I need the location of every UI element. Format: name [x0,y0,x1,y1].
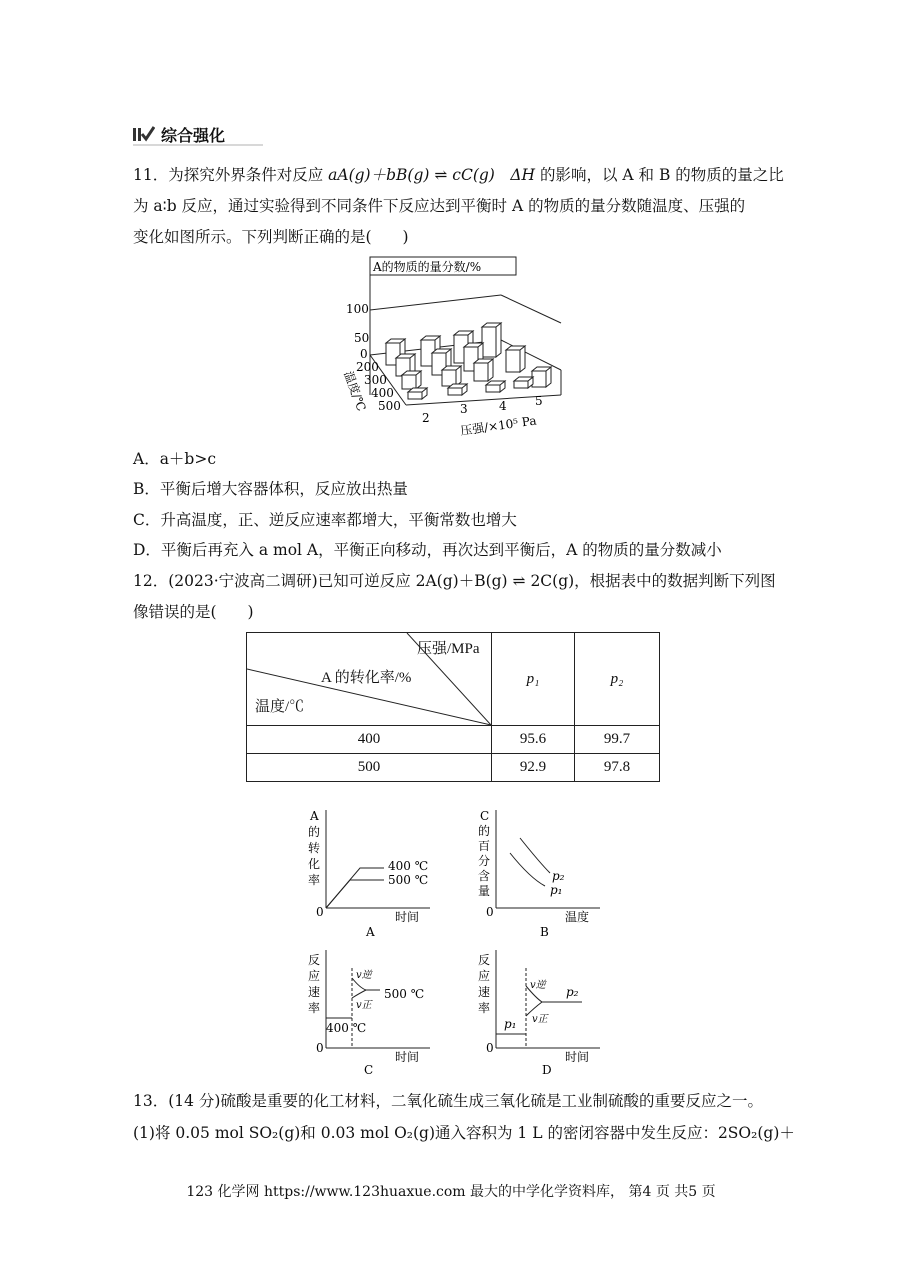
table-row [247,726,660,754]
graph-b-origin: 0 [486,905,494,919]
table-cell-temp: 400 [247,726,492,754]
table-cell-p2: 97.8 [575,754,660,782]
graph-d-v-reverse: v逆 [530,980,546,991]
graph-d-v-forward: v正 [532,1014,548,1025]
q13-line2: (1)将 0.05 mol SO₂(g)和 0.03 mol O₂(g)通入容积为 1 L 的密闭容器中发生反应：2SO₂(g)＋ [133,1124,795,1142]
graph-d [470,948,610,1084]
graph-c-origin: 0 [316,1041,324,1055]
graph-b-ylabel-2: 百 [478,839,491,853]
graph-c-ylabel-1: 应 [308,969,321,983]
table-col-p2: p₂ [575,633,660,726]
table-cell-temp: 500 [247,754,492,782]
graph-b-ylabel-0: C [480,809,490,823]
graph-b-caption: B [540,925,549,939]
q11-equation: aA(g)＋bB(g) ⇌ cC(g) ΔH [328,166,536,184]
table-row [247,754,660,782]
q11-option-c: C．升高温度，正、逆反应速率都增大，平衡常数也增大 [133,511,517,529]
graph-d-label-p2: p₂ [566,985,579,999]
q11-line2: 为 a∶b 反应，通过实验得到不同条件下反应达到平衡时 A 的物质的量分数随温度、压强的 [133,197,746,215]
graph-a-ylabel-2: 转 [308,841,321,855]
graph-b-ylabel-3: 分 [478,854,491,868]
graph-b-label-p1: p₁ [550,883,563,897]
graph-b-xlabel: 温度 [565,910,590,924]
graph-a-ylabel-4: 率 [308,873,321,887]
graph-a-label-400: 400 ℃ [388,859,429,873]
q11-temp-200: 200 [356,360,379,374]
section-header [133,122,225,146]
q11-temp-label: 温度/℃ [341,369,369,413]
graph-d-xlabel: 时间 [565,1050,590,1064]
table-col-p1: p₁ [492,633,575,726]
graph-c [300,948,440,1084]
q11-3d-chart [336,255,576,444]
q11-p-2: 2 [422,411,430,425]
section-title: 综合强化 [161,125,226,145]
table-head-temp: 温度/℃ [255,699,305,715]
graph-b-ylabel-4: 含 [478,869,491,883]
table-header-diagonal [247,633,492,726]
graph-a-ylabel-3: 化 [308,857,321,871]
q11-line1-post: 的影响，以 A 和 B 的物质的量之比 [535,166,784,184]
graph-a-origin: 0 [316,905,324,919]
q11-option-a: A．a＋b>c [133,450,217,468]
q12-line1: 12．(2023·宁波高二调研)已知可逆反应 2A(g)＋B(g) ⇌ 2C(g)，根据表中的数据判断下列图 [133,572,776,590]
graph-a-ylabel-0: A [310,809,319,823]
graph-c-caption: C [364,1063,374,1077]
q13-line1: 13．(14 分)硫酸是重要的化工材料，二氧化硫生成三氧化硫是工业制硫酸的重要反应之一。 [133,1092,763,1110]
q11-p-4: 4 [499,399,507,413]
graph-d-caption: D [542,1063,552,1077]
q11-p-5: 5 [535,394,543,408]
q12-line2: 像错误的是( ) [133,603,254,621]
q11-chart-ylabel: A的物质的量分数/% [373,260,482,274]
q11-ytick-50: 50 [354,331,370,345]
q11-ytick-0: 0 [360,347,368,361]
q11-option-d: D．平衡后再充入 a mol A，平衡正向移动，再次达到平衡后，A 的物质的量分数减小 [133,541,722,559]
graph-c-ylabel-2: 速 [308,985,321,999]
graph-b-label-p2: p₂ [552,869,565,883]
q11-pressure-label: 压强/×10⁵ Pa [459,413,538,438]
page-footer: 123 化学网 https://www.123huaxue.com 最大的中学化学资料库， 第4 页 共5 页 [186,1184,716,1200]
table-cell-p2: 99.7 [575,726,660,754]
graph-c-label-400: 400 ℃ [326,1021,367,1035]
check-badge-icon [133,125,155,143]
graph-a-caption: A [366,925,375,939]
q11-temp-500: 500 [378,399,401,413]
graph-b-ylabel-5: 量 [478,884,491,898]
graph-b-ylabel-1: 的 [478,824,491,838]
q11-line1-pre: 11．为探究外界条件对反应 [133,166,329,184]
graph-d-ylabel-2: 速 [478,985,491,999]
q11-temp-400: 400 [371,386,394,400]
graph-a-label-500: 500 ℃ [388,873,429,887]
graph-c-xlabel: 时间 [395,1050,420,1064]
q11-temp-300: 300 [364,373,387,387]
graph-a-ylabel-1: 的 [308,825,321,839]
q12-table [246,632,660,782]
table-head-conversion: A 的转化率/% [321,670,412,686]
graph-c-label-500: 500 ℃ [384,987,425,1001]
q11-p-3: 3 [460,402,468,416]
graph-b [470,808,610,944]
graph-a-xlabel: 时间 [395,910,420,924]
graph-d-ylabel-3: 率 [478,1001,491,1015]
graph-d-ylabel-1: 应 [478,969,491,983]
graph-c-ylabel-0: 反 [308,953,321,967]
graph-c-v-reverse: v逆 [356,970,372,981]
table-head-pressure: 压强/MPa [417,641,480,657]
table-cell-p1: 92.9 [492,754,575,782]
q11-line3: 变化如图所示。下列判断正确的是( ) [133,228,409,246]
graph-a [300,808,440,944]
graph-c-ylabel-3: 率 [308,1001,321,1015]
table-cell-p1: 95.6 [492,726,575,754]
q11-line1 [133,165,784,185]
section-underline [133,144,263,146]
q11-option-b: B．平衡后增大容器体积，反应放出热量 [133,480,408,498]
graph-d-ylabel-0: 反 [478,953,491,967]
graph-d-label-p1: p₁ [504,1017,517,1031]
graph-d-origin: 0 [486,1041,494,1055]
q11-ytick-100: 100 [346,302,369,316]
graph-c-v-forward: v正 [356,1000,372,1011]
